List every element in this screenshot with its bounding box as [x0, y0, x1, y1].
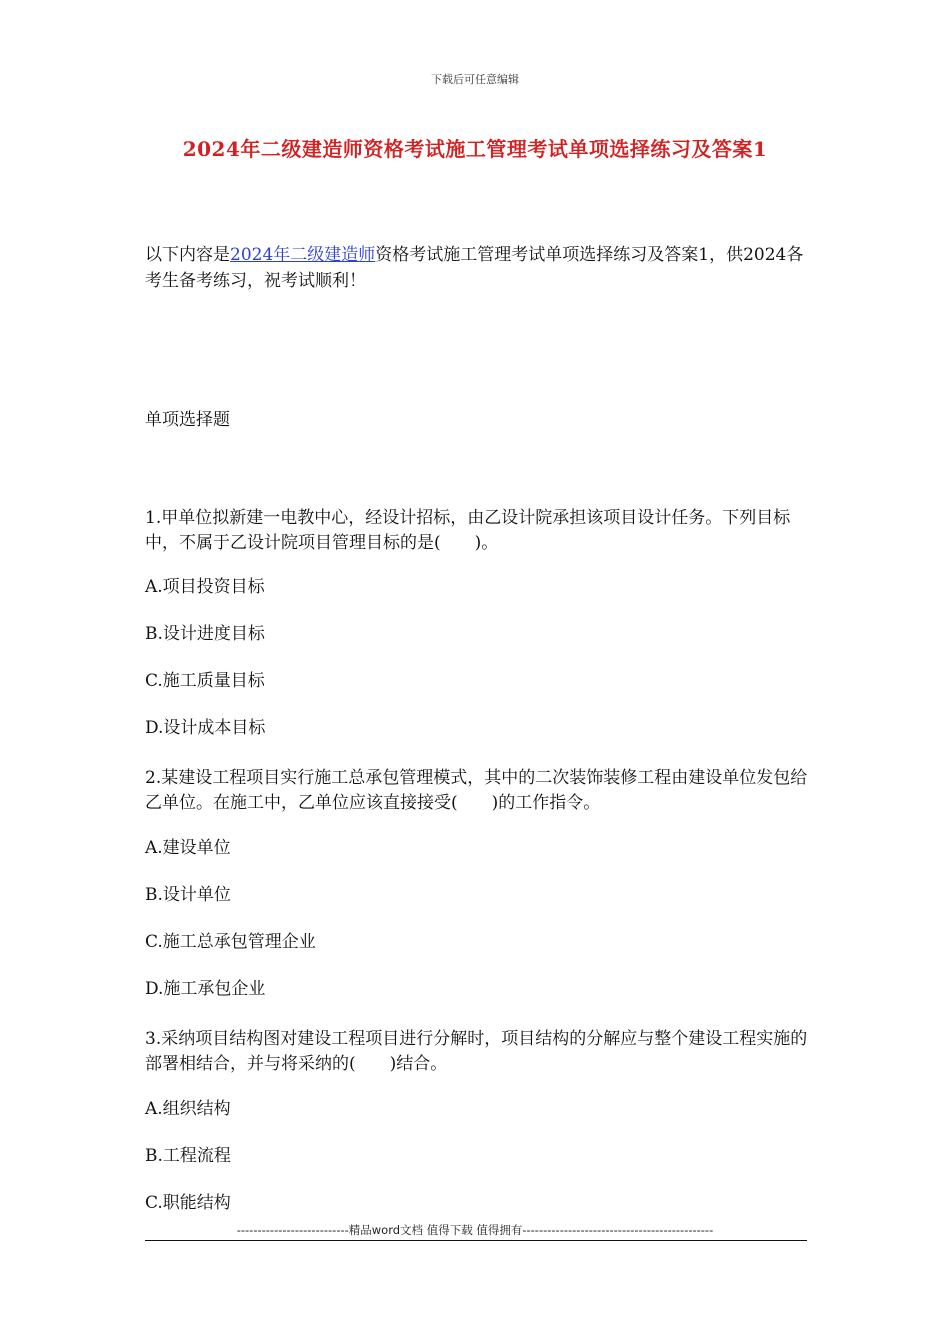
document-title: 2024年二级建造师资格考试施工管理考试单项选择练习及答案1: [182, 137, 768, 161]
question-1-option-b: B.设计进度目标: [145, 624, 265, 644]
question-3-option-a: A.组织结构: [145, 1099, 231, 1119]
question-2-option-a: A.建设单位: [145, 838, 231, 858]
question-3-option-b: B.工程流程: [145, 1146, 231, 1166]
question-2-option-c: C.施工总承包管理企业: [145, 932, 316, 952]
question-1-option-d: D.设计成本目标: [145, 718, 266, 738]
intro-suffix: 资格考试施工管理考试单项选择练习及答案1，供2024各考生备考练习，祝考试顺利！: [145, 245, 804, 291]
intro-link[interactable]: 2024年二级建造师: [230, 245, 376, 265]
intro-prefix: 以下内容是: [145, 245, 230, 265]
question-3-stem: 3.采纳项目结构图对建设工程项目进行分解时，项目结构的分解应与整个建设工程实施的部署相结合，并与将采纳的( )结合。: [145, 1029, 808, 1074]
page-footer-text: ---------------------------精品word文档 值得下载 值得拥有----------------------------------------------: [236, 1223, 714, 1237]
page-header-note: 下载后可任意编辑: [431, 73, 519, 86]
section-heading: 单项选择题: [145, 410, 230, 430]
intro-paragraph: [145, 242, 810, 294]
question-2-option-d: D.施工承包企业: [145, 979, 266, 999]
question-2-stem: 2.某建设工程项目实行施工总承包管理模式，其中的二次装饰装修工程由建设单位发包给乙单位。在施工中，乙单位应该直接接受( )的工作指令。: [145, 768, 808, 813]
question-2-option-b: B.设计单位: [145, 885, 231, 905]
question-1-option-a: A.项目投资目标: [145, 577, 265, 597]
question-1-stem: 1.甲单位拟新建一电教中心，经设计招标，由乙设计院承担该项目设计任务。下列目标中，不属于乙设计院项目管理目标的是( )。: [145, 508, 791, 553]
footer-divider: [145, 1240, 807, 1241]
question-1-option-c: C.施工质量目标: [145, 671, 265, 691]
question-3-option-c: C.职能结构: [145, 1193, 231, 1213]
